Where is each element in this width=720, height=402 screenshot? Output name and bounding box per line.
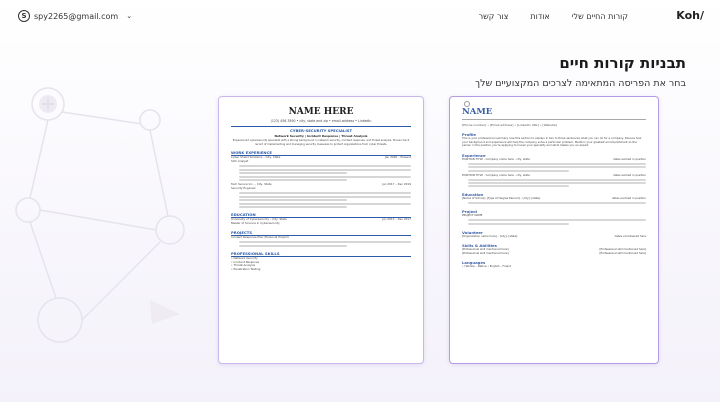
text-placeholder: [468, 179, 646, 181]
chevron-down-icon: ⌄: [126, 12, 133, 20]
job-company: Tech Secure Inc. – City, State: [231, 182, 272, 187]
text-placeholder: [239, 241, 411, 243]
languages-list: • Hebrew – Native • English – Fluent: [462, 264, 511, 269]
resume-role: CYBER-SECURITY SPECIALIST: [231, 126, 411, 133]
text-placeholder: [239, 176, 411, 178]
template-card-cyber-security[interactable]: [218, 96, 424, 364]
text-placeholder: [468, 170, 569, 172]
page-heading: [475, 54, 686, 89]
resume-contact: (123) 456-7890 • city, state and zip • email address • LinkedIn: [270, 119, 372, 123]
skill-item: • Incident Response: [231, 259, 260, 264]
brand-logo[interactable]: Koh/: [676, 9, 704, 22]
text-placeholder: [468, 185, 569, 187]
text-placeholder: [239, 245, 347, 247]
skill-item: [Professional skill mentioned here]: [462, 250, 509, 255]
position-title: POSITION TITLE - Company name here - city, state: [462, 172, 530, 177]
text-placeholder: [468, 219, 646, 221]
text-placeholder: [468, 182, 646, 184]
text-placeholder: [468, 163, 646, 165]
skill-item: [Professional skill mentioned here]: [599, 247, 646, 252]
position-dates: dates worked in position: [613, 172, 646, 177]
section-skills: PROFESSIONAL SKILLS: [231, 251, 411, 257]
text-placeholder: [239, 169, 411, 171]
job-title: SOC Analyst: [231, 158, 249, 163]
education-degree: Master of Science in Cybersecurity: [231, 221, 280, 226]
section-volunteer: Volunteer: [462, 229, 483, 235]
project-name: PROJECT NAME: [462, 213, 483, 218]
nav-contact[interactable]: צור קשר: [478, 12, 509, 21]
user-menu[interactable]: [18, 10, 132, 22]
user-avatar: S: [18, 10, 30, 22]
text-placeholder: [239, 192, 411, 194]
template-card-classic[interactable]: [449, 96, 659, 364]
section-skills: Skills & Abilities: [462, 243, 497, 249]
section-languages: Languages: [462, 260, 486, 266]
education-school: University of Cybersecurity – City, State: [231, 217, 287, 222]
text-placeholder: [468, 202, 646, 204]
volunteer-dates: dates volunteered here: [614, 233, 646, 238]
resume-role-subtitle: Network Security | Incident Response | Threat Analysis: [274, 134, 368, 138]
section-projects: PROJECTS: [231, 230, 411, 236]
text-placeholder: [239, 179, 347, 181]
skill-item: • Network Security: [231, 255, 258, 260]
text-placeholder: [239, 172, 347, 174]
select-radio-icon[interactable]: [464, 101, 470, 107]
profile-text: This is your professional summary. Use this section to explain in two to three sentences what you can do for a company. Discuss how your background and experience will help the company solve a particular problem. Mention your greatest accomplishment so the person in the position you're applying to knows your specialty and what makes you an expert.: [462, 136, 642, 148]
nav-about[interactable]: אודות: [530, 12, 550, 21]
text-placeholder: [239, 165, 411, 167]
job-title: Security Engineer: [231, 186, 256, 191]
job-dates: Jan 2020 – Present: [385, 155, 411, 160]
position-dates: dates worked in position: [613, 156, 646, 161]
user-email: spy2265@gmail.com: [34, 11, 119, 21]
education-line: [Name of School], [Type of Degree Earned] – [city], [state]: [462, 196, 541, 201]
page-title: תבניות קורות חיים: [559, 54, 686, 72]
job-company: Cyber Shield Solutions – City, State: [231, 155, 281, 160]
page-subtitle: בחר את הפריסה המתאימה לצרכים המקצועיים שלך: [474, 78, 686, 89]
network-decoration: [0, 70, 200, 390]
position-title: POSITION TITLE - Company name here - city, state: [462, 156, 530, 161]
project-title: Incident Response Plan (Personal Project): [231, 234, 289, 239]
nav-my-resumes[interactable]: קורות החיים שלי: [571, 12, 628, 21]
text-placeholder: [468, 223, 569, 225]
skill-item: [Professional skill mentioned here]: [599, 250, 646, 255]
education-dates: Jun 2013 – Dec 2017: [382, 217, 411, 222]
skill-item: [Professional skill mentioned here]: [462, 247, 509, 252]
top-navigation-bar: [0, 0, 720, 34]
section-project: Project: [462, 209, 478, 215]
education-dates: dates enrolled in position: [611, 196, 646, 201]
skill-item: • Penetration Testing: [231, 267, 261, 272]
text-placeholder: [239, 206, 347, 208]
resume-contact: [Phone number] • [Email address] • [LinkedIn URL] • [Website]: [462, 119, 646, 127]
section-experience: Experience: [462, 152, 486, 158]
skill-item: • Threat Analysis: [231, 263, 256, 268]
resume-name: NAME HERE: [288, 107, 354, 117]
job-dates: Jun 2017 – Dec 2019: [382, 182, 411, 187]
text-placeholder: [239, 196, 411, 198]
section-profile: Profile: [462, 132, 476, 137]
section-work-experience: WORK EXPERIENCE: [231, 150, 411, 156]
text-placeholder: [239, 203, 411, 205]
resume-summary: Experienced cybersecurity specialist with a strong background in network security, incident response, and threat analysis. Proven track record of implementing and managing security measures to protect organizations from cyber threats.: [232, 139, 410, 146]
volunteer-line: [Organization name here] – [city], [state]: [462, 233, 518, 238]
text-placeholder: [239, 199, 347, 201]
section-education: EDUCATION: [231, 212, 411, 218]
section-education: Education: [462, 192, 484, 198]
resume-name: NAME: [462, 107, 493, 117]
text-placeholder: [468, 166, 646, 168]
main-nav: [479, 12, 628, 21]
